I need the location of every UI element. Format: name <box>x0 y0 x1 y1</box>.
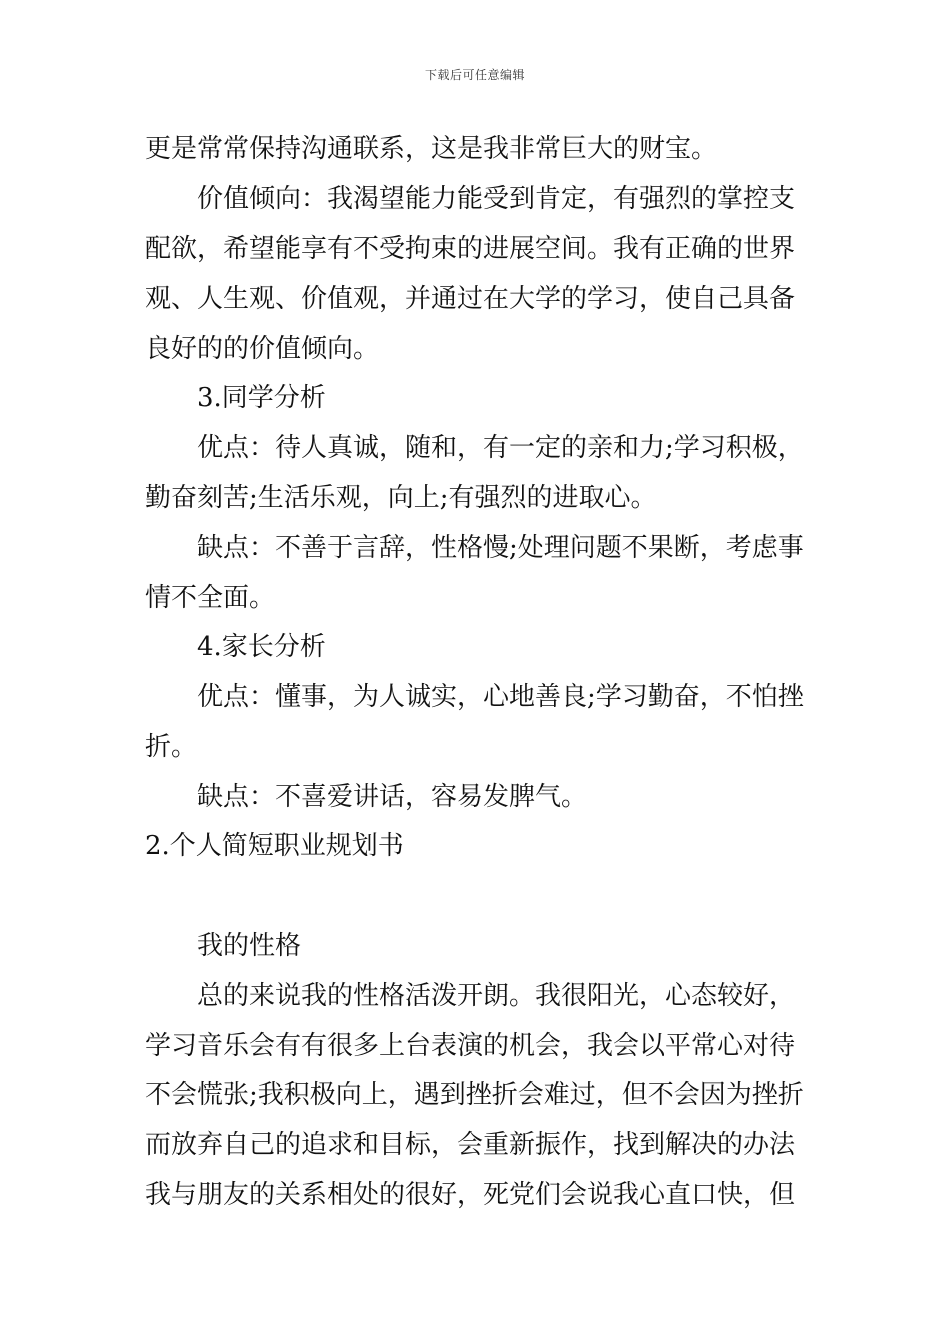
paragraph-line: 折。 <box>145 732 198 762</box>
paragraph-line: 我与朋友的关系相处的很好，死党们会说我心直口快，但 <box>145 1180 796 1210</box>
paragraph-line: 情不全面。 <box>145 583 276 613</box>
section-heading: 3.同学分析 <box>197 383 326 413</box>
paragraph-line: 优点：待人真诚，随和，有一定的亲和力;学习积极， <box>197 433 804 463</box>
paragraph-line: 学习音乐会有有很多上台表演的机会，我会以平常心对待 <box>145 1031 796 1061</box>
paragraph-line: 更是常常保持沟通联系，这是我非常巨大的财宝。 <box>145 134 718 164</box>
paragraph-line: 观、人生观、价值观，并通过在大学的学习，使自己具备 <box>145 284 796 314</box>
paragraph-line: 缺点：不善于言辞，性格慢;处理问题不果断，考虑事 <box>197 533 804 563</box>
paragraph-line: 良好的的价值倾向。 <box>145 334 380 364</box>
page-header: 下载后可任意编辑 <box>424 68 525 82</box>
subsection-heading: 我的性格 <box>197 931 302 961</box>
paragraph-line: 价值倾向：我渴望能力能受到肯定，有强烈的掌控支 <box>197 184 796 214</box>
paragraph-line: 配欲，希望能享有不受拘束的进展空间。我有正确的世界 <box>145 234 796 264</box>
paragraph-line: 而放弃自己的追求和目标，会重新振作，找到解决的办法 <box>145 1130 796 1160</box>
section-heading: 2.个人简短职业规划书 <box>145 831 404 861</box>
paragraph-line: 优点：懂事，为人诚实，心地善良;学习勤奋，不怕挫 <box>197 682 804 712</box>
paragraph-line: 不会慌张;我积极向上，遇到挫折会难过，但不会因为挫折 <box>145 1080 804 1110</box>
section-heading: 4.家长分析 <box>197 632 326 662</box>
paragraph-line: 缺点：不喜爱讲话，容易发脾气。 <box>197 782 588 812</box>
paragraph-line: 勤奋刻苦;生活乐观，向上;有强烈的进取心。 <box>145 483 657 513</box>
paragraph-line: 总的来说我的性格活泼开朗。我很阳光，心态较好， <box>197 981 796 1011</box>
